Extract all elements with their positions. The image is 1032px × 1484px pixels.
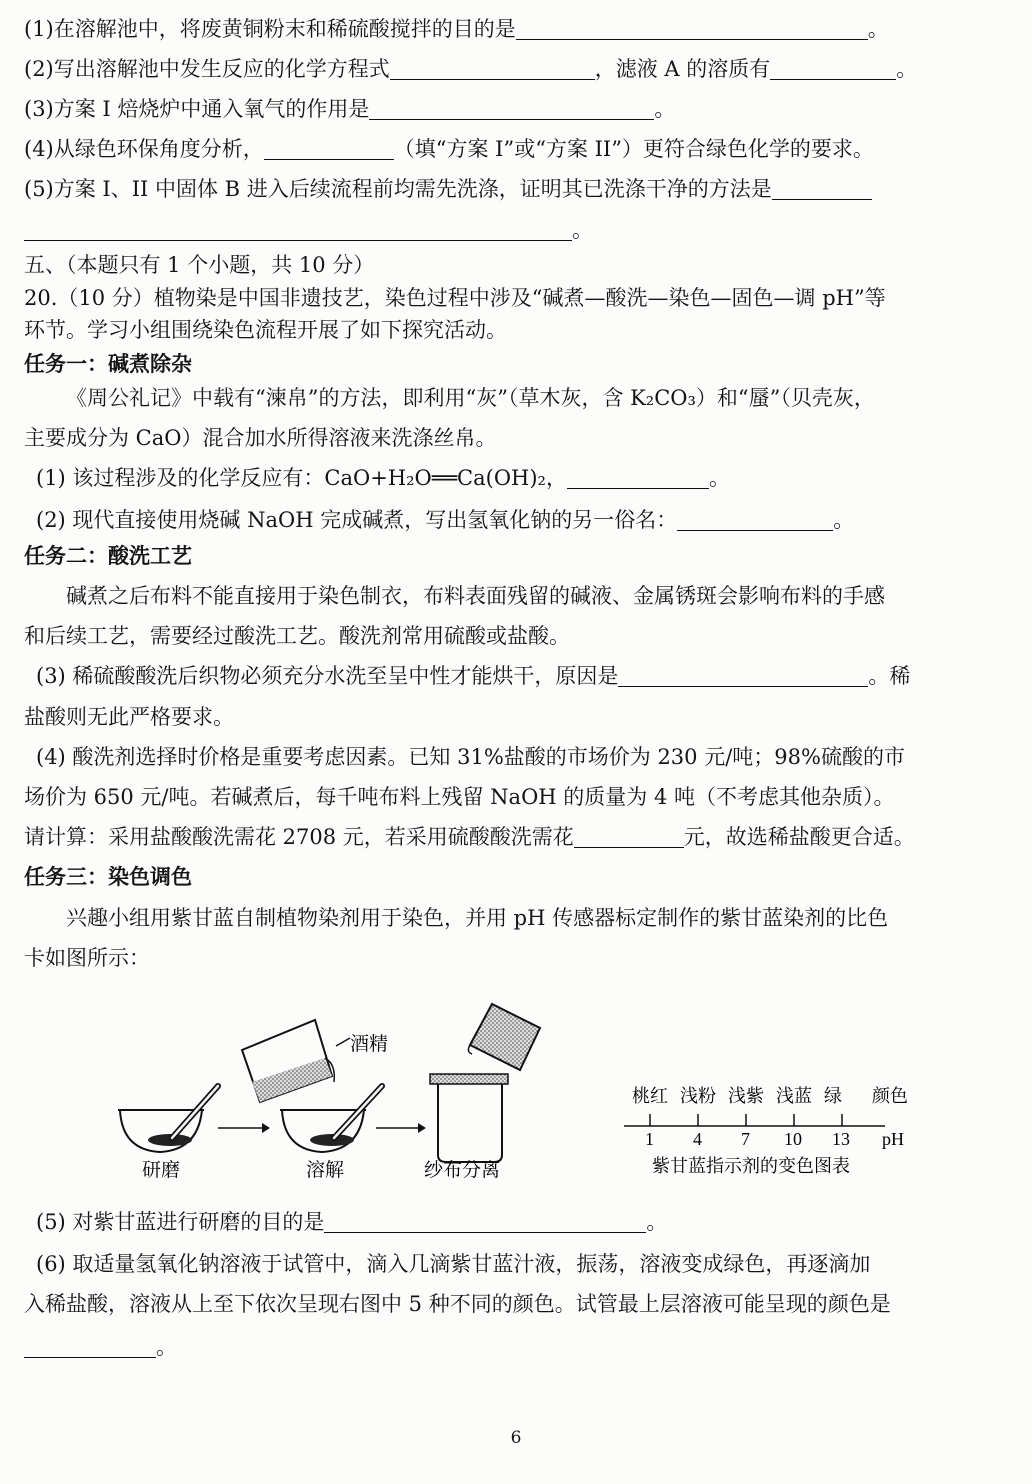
- question-text: (5) 对紫甘蓝进行研磨的目的是: [36, 1210, 325, 1234]
- page-number: 6: [510, 1428, 522, 1448]
- answer-blank[interactable]: [770, 57, 896, 80]
- ph-tick-label: 10: [784, 1129, 802, 1149]
- answer-blank[interactable]: [567, 466, 709, 489]
- punctuation: 。: [896, 57, 918, 81]
- gauze-filter-icon: [430, 1004, 540, 1162]
- q4-2-line: [24, 54, 1032, 84]
- question-text: 请计算：采用盐酸酸洗需花 2708 元，若采用硫酸酸洗需花: [24, 825, 574, 849]
- question-text: (4)从绿色环保角度分析，: [24, 137, 264, 161]
- answer-blank[interactable]: [390, 57, 595, 80]
- mortar-grinding-icon: [118, 1086, 218, 1152]
- answer-blank[interactable]: [24, 218, 572, 241]
- punctuation: 。: [708, 466, 730, 490]
- task2-q4-line: (4) 酸洗剂选择时价格是重要考虑因素。已知 31%盐酸的市场价为 230 元/吨；98%硫酸的市: [36, 745, 905, 769]
- q4-1-line: [24, 14, 1032, 44]
- ph-color-chart: [624, 1086, 908, 1149]
- question-text: (1)在溶解池中，将废黄铜粉末和稀硫酸搅拌的目的是: [24, 17, 516, 41]
- punctuation: 。: [833, 508, 855, 532]
- task2-title: 任务二：酸洗工艺: [24, 543, 192, 568]
- label-filter: 纱布分离: [424, 1160, 501, 1181]
- question-text: 元，故选稀盐酸更合适。: [683, 825, 915, 849]
- answer-blank[interactable]: [264, 137, 394, 160]
- task2-q3-line-2: 盐酸则无此严格要求。: [24, 705, 234, 729]
- ph-color-label: 浅紫: [728, 1086, 764, 1106]
- task1-paragraph: 主要成分为 CaO）混合加水所得溶液来洗涤丝帛。: [24, 426, 497, 450]
- task3-title: 任务三：染色调色: [24, 864, 192, 889]
- intro-line: 环节。学习小组围绕染色流程开展了如下探究活动。: [24, 318, 507, 342]
- label-alcohol: 酒精: [350, 1034, 389, 1055]
- ph-tick-label: 7: [741, 1129, 750, 1149]
- ph-tick-label: 4: [693, 1129, 702, 1149]
- mortar-dissolving-icon: [280, 1086, 382, 1152]
- task3-paragraph: 兴趣小组用紫甘蓝自制植物染剂用于染色，并用 pH 传感器标定制作的紫甘蓝染剂的比色: [66, 906, 889, 930]
- ph-tick-label: pH: [882, 1129, 904, 1149]
- experiment-figure: [100, 990, 1000, 1200]
- question-text: (2) 现代直接使用烧碱 NaOH 完成碱煮，写出氢氧化钠的另一俗名：: [36, 508, 678, 532]
- section-header: 五、（本题只有 1 个小题，共 10 分）: [24, 253, 375, 277]
- punctuation: 。: [572, 218, 593, 242]
- label-dissolve: 溶解: [306, 1160, 345, 1181]
- intro-line: 20.（10 分）植物染是中国非遗技艺，染色过程中涉及“碱煮—酸洗—染色—固色—调 pH”等: [24, 286, 886, 310]
- task3-q6-line: 入稀盐酸，溶液从上至下依次呈现右图中 5 种不同的颜色。试管最上层溶液可能呈现的颜色是: [24, 1292, 891, 1316]
- label-grind: 研磨: [142, 1160, 181, 1181]
- ph-color-label: 浅粉: [680, 1086, 716, 1106]
- task3-q5-line: [36, 1207, 1032, 1237]
- task1-q2-line: [36, 505, 1032, 535]
- answer-blank[interactable]: [24, 1335, 156, 1358]
- question-text: (5)方案 I、II 中固体 B 进入后续流程前均需先洗涤，证明其已洗涤干净的方法是: [24, 177, 772, 201]
- punctuation: 。: [156, 1335, 177, 1359]
- q4-5-line: [24, 174, 1032, 204]
- answer-blank[interactable]: [772, 177, 872, 200]
- ph-tick-label: 13: [832, 1129, 850, 1149]
- arrow-icon: [376, 1123, 426, 1133]
- question-text: (1) 该过程涉及的化学反应有：CaO+H₂O══Ca(OH)₂，: [36, 466, 567, 490]
- beaker-pouring-icon: [242, 1020, 350, 1102]
- question-text: (3)方案 I 焙烧炉中通入氧气的作用是: [24, 97, 370, 121]
- answer-blank[interactable]: [369, 97, 654, 120]
- task2-paragraph: 和后续工艺，需要经过酸洗工艺。酸洗剂常用硫酸或盐酸。: [24, 624, 570, 648]
- punctuation: 。: [654, 97, 676, 121]
- ph-color-label: 桃红: [632, 1086, 668, 1106]
- ph-tick-label: 1: [645, 1129, 654, 1149]
- question-text: 。稀: [868, 664, 911, 688]
- task3-q6-line: (6) 取适量氢氧化钠溶液于试管中，滴入几滴紫甘蓝汁液，振荡，溶液变成绿色，再逐滴加: [36, 1252, 871, 1276]
- figure-svg: [100, 990, 1000, 1200]
- punctuation: 。: [646, 1210, 668, 1234]
- task3-q6-line-2: [24, 1332, 1032, 1362]
- punctuation: 。: [867, 17, 889, 41]
- answer-blank[interactable]: [516, 17, 868, 40]
- q4-4-line: [24, 134, 1032, 164]
- answer-blank[interactable]: [574, 825, 684, 848]
- ph-color-label: 绿: [824, 1086, 842, 1106]
- task3-paragraph: 卡如图所示：: [24, 946, 150, 970]
- task2-q3-line: [36, 661, 1032, 691]
- answer-blank[interactable]: [677, 508, 833, 531]
- task2-q4-line: 场价为 650 元/吨。若碱煮后，每千吨布料上残留 NaOH 的质量为 4 吨（不考虑其他杂质）。: [24, 785, 895, 809]
- ph-color-label: 颜色: [872, 1086, 908, 1106]
- q4-5-line-2: [24, 215, 1032, 245]
- q4-3-line: [24, 94, 1032, 124]
- task1-paragraph: 《周公礼记》中载有“湅帛”的方法，即利用“灰”（草木灰，含 K₂CO₃）和“蜃”（贝壳灰，: [66, 386, 875, 410]
- question-text: (2)写出溶解池中发生反应的化学方程式: [24, 57, 390, 81]
- task1-q1-line: [36, 463, 1032, 493]
- answer-blank[interactable]: [324, 1210, 646, 1233]
- task2-q4-line: [24, 822, 1032, 852]
- answer-blank[interactable]: [618, 664, 868, 687]
- question-text: ，滤液 A 的溶质有: [594, 57, 771, 81]
- chart-caption: 紫甘蓝指示剂的变色图表: [652, 1156, 850, 1176]
- task2-paragraph: 碱煮之后布料不能直接用于染色制衣，布料表面残留的碱液、金属锈斑会影响布料的手感: [66, 584, 885, 608]
- question-text: (3) 稀硫酸酸洗后织物必须充分水洗至呈中性才能烘干，原因是: [36, 664, 619, 688]
- ph-color-label: 浅蓝: [776, 1086, 812, 1106]
- question-text: （填“方案 I”或“方案 II”）更符合绿色化学的要求。: [393, 137, 874, 161]
- arrow-icon: [218, 1123, 270, 1133]
- task1-title: 任务一：碱煮除杂: [24, 351, 192, 376]
